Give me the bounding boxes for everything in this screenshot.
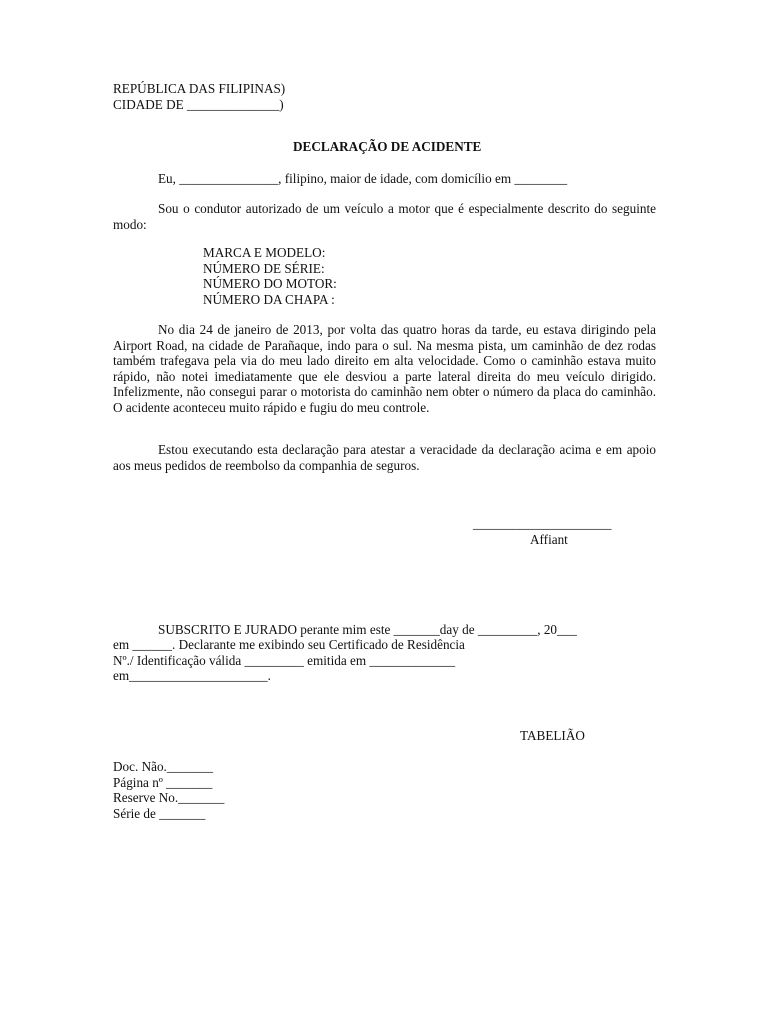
field-serial-number: NÚMERO DE SÉRIE: — [203, 260, 325, 276]
incident-paragraph — [113, 322, 656, 415]
jurat-line-1: SUBSCRITO E JURADO perante mim este _______day de _________, 20___ — [158, 622, 577, 637]
jurat-line-2: em ______. Declarante me exibindo seu Certificado de Residência — [113, 637, 465, 652]
field-engine-number: NÚMERO DO MOTOR: — [203, 276, 337, 291]
jurat-line-3: Nº./ Identificação válida _________ emitida em _____________ — [113, 653, 456, 668]
series-field: Série de _______ — [113, 805, 206, 821]
field-make-model: MARCA E MODELO: — [203, 245, 326, 260]
intro-line: Eu, _______________, filipino, maior de idade, com domicílio em ________ — [158, 171, 568, 186]
jurat-line-4: em_____________________. — [113, 668, 271, 683]
driver-paragraph-text: Sou o condutor autorizado de um veículo a motor que é especialmente descrito do seguinte modo: — [113, 201, 656, 232]
field-plate-number: NÚMERO DA CHAPA : — [203, 291, 335, 307]
notary-label: TABELIÃO — [520, 728, 585, 743]
incident-paragraph-text: No dia 24 de janeiro de 2013, por volta das quatro horas da tarde, eu estava dirigindo pela Airport Road, na cidade de Parañaque, indo para o sul. Na mesma pista, um caminhão de dez rodas também trafegava pela via do meu lado direito em alta velocidade. Como o caminhão estava muito rápido, não notei imediatamente que ele desviou a parte lateral direita do meu veículo dirigido. Infelizmente, não consegui parar o motorista do caminhão nem obter o número da placa do caminhão. O acidente aconteceu muito rápido e fugiu do meu controle. — [113, 322, 656, 415]
driver-paragraph — [113, 201, 656, 232]
header-country: REPÚBLICA DAS FILIPINAS) — [113, 81, 286, 96]
vehicle-fields — [203, 245, 337, 307]
purpose-paragraph — [113, 442, 656, 473]
doc-number-field: Doc. Não._______ — [113, 759, 213, 774]
doc-fields — [113, 759, 224, 821]
page-number-field: Página nº _______ — [113, 774, 213, 790]
signature-label: Affiant — [530, 532, 568, 547]
purpose-paragraph-text: Estou executando esta declaração para atestar a veracidade da declaração acima e em apoio aos meus pedidos de reembolso da companhia de seguros. — [113, 442, 656, 473]
signature-line: _____________________ — [473, 516, 612, 531]
header-jurisdiction — [113, 81, 285, 112]
header-city: CIDADE DE ______________) — [113, 96, 284, 112]
book-number-field: Reserve No._______ — [113, 790, 225, 805]
document-title: DECLARAÇÃO DE ACIDENTE — [293, 139, 482, 154]
